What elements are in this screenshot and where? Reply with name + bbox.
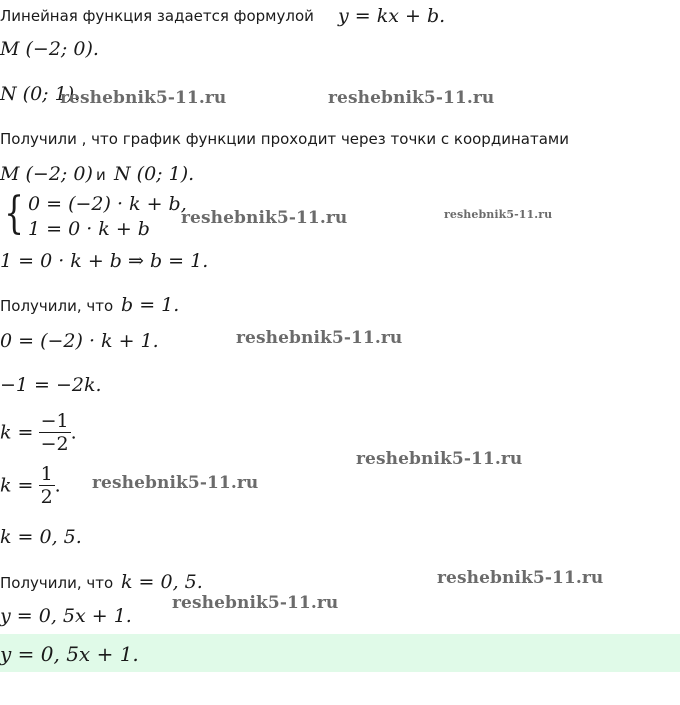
got-k-text: Получили, что	[0, 574, 114, 592]
final-equation: y = 0, 5x + 1.	[0, 605, 132, 627]
got-b-text: Получили, что	[0, 297, 114, 315]
point-n: N (0; 1).	[0, 83, 81, 105]
system-eq-1: 0 = (−2) · k + b,	[28, 193, 187, 215]
intro-text: Линейная функция задается формулой	[0, 7, 314, 25]
watermark: reshebnik5-11.ru	[328, 88, 495, 108]
and-word: и	[96, 166, 106, 184]
fraction-period: .	[70, 421, 77, 444]
b-derivation: 1 = 0 · k + b ⇒ b = 1.	[0, 250, 209, 272]
formula-linear: y = kx + b.	[338, 5, 446, 27]
watermark: reshebnik5-11.ru	[437, 568, 604, 588]
fraction	[39, 410, 71, 455]
fraction-numerator: 1	[40, 463, 53, 485]
watermark: reshebnik5-11.ru	[172, 593, 339, 613]
watermark: reshebnik5-11.ru	[236, 328, 403, 348]
b-value: b = 1.	[121, 294, 180, 316]
k-lhs: k =	[0, 474, 34, 497]
k-value: k = 0, 5.	[0, 526, 82, 548]
watermark: reshebnik5-11.ru	[92, 473, 259, 493]
system-brace: {	[4, 188, 24, 239]
point-m: M (−2; 0).	[0, 38, 99, 60]
fraction-numerator: −1	[40, 410, 69, 432]
k-lhs: k =	[0, 421, 34, 444]
watermark: reshebnik5-11.ru	[444, 208, 553, 221]
fraction-denominator: 2	[40, 486, 53, 508]
fraction-period: .	[54, 474, 61, 497]
point-n-again: N (0; 1).	[114, 163, 195, 185]
k-fraction-line	[0, 410, 77, 455]
k-result: k = 0, 5.	[121, 571, 203, 593]
k-step: −1 = −2k.	[0, 374, 102, 396]
fraction	[39, 463, 55, 508]
watermark: reshebnik5-11.ru	[356, 449, 523, 469]
system-eq-2: 1 = 0 · k + b	[28, 218, 150, 240]
answer-equation: y = 0, 5x + 1.	[0, 642, 139, 666]
k-equation: 0 = (−2) · k + 1.	[0, 330, 159, 352]
watermark: reshebnik5-11.ru	[60, 88, 227, 108]
point-m-again: M (−2; 0)	[0, 163, 93, 185]
k-half-line	[0, 463, 61, 508]
fraction-denominator: −2	[40, 433, 69, 455]
conclusion-text: Получили , что график функции проходит через точки с координатами	[0, 130, 569, 148]
watermark: reshebnik5-11.ru	[181, 208, 348, 228]
